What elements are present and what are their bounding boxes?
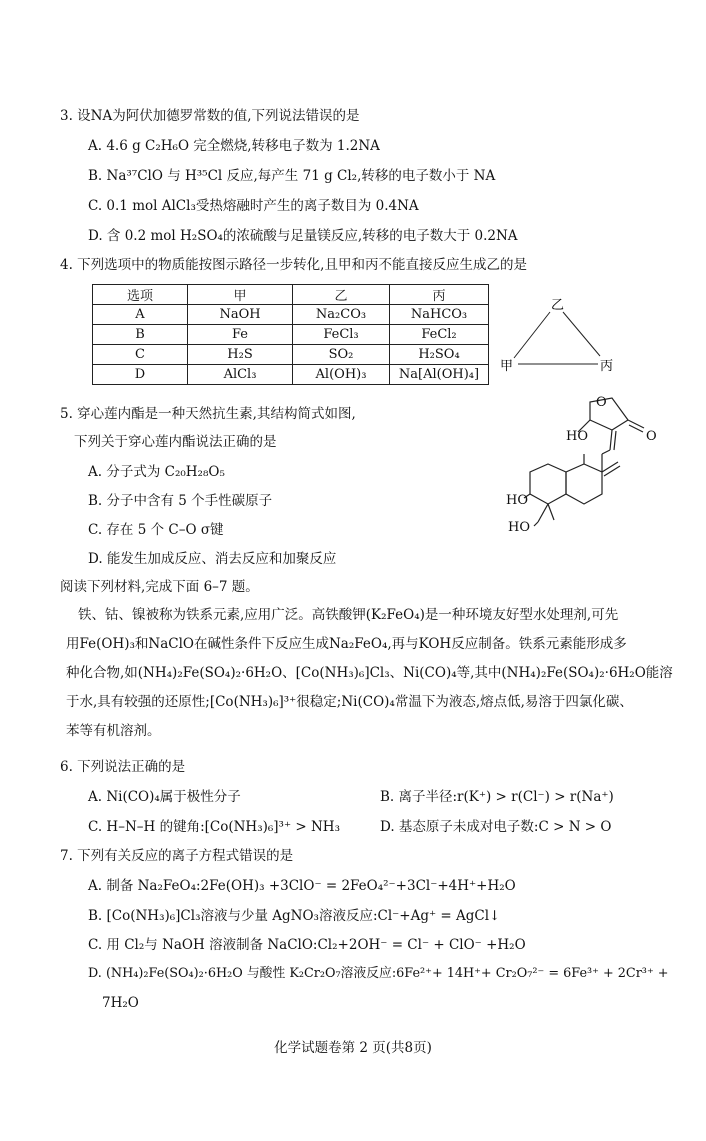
reading-intro: 阅读下列材料,完成下面 6–7 题。 [60,579,259,595]
conversion-triangle-diagram [500,292,630,382]
table-cell: Al(OH)₃ [293,365,390,385]
structure-label: HO [566,429,588,444]
diagram-label-right: 丙 [600,359,614,374]
reading-line: 用Fe(OH)₃和NaClO在碱性条件下反应生成Na₂FeO₄,再与KOH反应制备。铁系元素能形成多 [66,636,627,652]
table-cell: FeCl₃ [293,325,390,345]
q6-stem: 6. 下列说法正确的是 [60,759,186,775]
q6-option-a: A. Ni(CO)₄属于极性分子 [88,789,241,805]
table-row [93,325,489,345]
structure-label: HO [506,493,528,508]
q7-option-d-cont: 7H₂O [102,995,139,1011]
q3-option-c: C. 0.1 mol AlCl₃受热熔融时产生的离子数目为 0.4NA [88,198,419,214]
table-header-cell: 丙 [390,285,489,305]
q7-option-b: B. [Co(NH₃)₆]Cl₃溶液与少量 AgNO₃溶液反应:Cl⁻+Ag⁺ = AgCl↓ [88,908,501,924]
table-row [93,305,489,325]
table-cell: A [93,305,188,325]
reading-line: 苯等有机溶剂。 [66,723,161,739]
q7-option-d: D. (NH₄)₂Fe(SO₄)₂·6H₂O 与酸性 K₂Cr₂O₇溶液反应:6Fe²⁺+ 14H⁺+ Cr₂O₇²⁻ = 6Fe³⁺ + 2Cr³⁺ + [88,966,669,981]
structure-label: HO [508,520,530,535]
q5-stem: 5. 穿心莲内酯是一种天然抗生素,其结构简式如图, [60,406,356,422]
table-header-cell: 选项 [93,285,188,305]
structure-label: O [596,395,607,410]
table-cell: Na₂CO₃ [293,305,390,325]
diagram-label-left: 甲 [500,359,514,374]
table-row [93,365,489,385]
table-cell: SO₂ [293,345,390,365]
table-cell: B [93,325,188,345]
q5-option-a: A. 分子式为 C₂₀H₂₈O₅ [88,464,225,480]
table-row [93,345,489,365]
table-cell: Na[Al(OH)₄] [390,365,489,385]
diagram-label-top: 乙 [551,298,565,313]
table-cell: FeCl₂ [390,325,489,345]
structural-formula [506,392,674,540]
q7-option-c: C. 用 Cl₂与 NaOH 溶液制备 NaClO:Cl₂+2OH⁻ = Cl⁻ + ClO⁻ +H₂O [88,937,526,953]
q5-option-d: D. 能发生加成反应、消去反应和加聚反应 [88,551,337,567]
q3-option-d: D. 含 0.2 mol H₂SO₄的浓硫酸与足量镁反应,转移的电子数大于 0.2NA [88,228,518,244]
table-cell: NaOH [188,305,293,325]
structure-label: O [646,429,657,444]
q5-option-c: C. 存在 5 个 C–O σ键 [88,522,224,538]
table-cell: H₂S [188,345,293,365]
q3-stem: 3. 设NA为阿伏加德罗常数的值,下列说法错误的是 [60,108,360,124]
table-cell: H₂SO₄ [390,345,489,365]
q3-option-a: A. 4.6 g C₂H₆O 完全燃烧,转移电子数为 1.2NA [88,138,380,154]
q4-options-table [92,284,489,385]
reading-line: 铁、钴、镍被称为铁系元素,应用广泛。高铁酸钾(K₂FeO₄)是一种环境友好型水处理剂,可先 [78,607,619,623]
table-cell: D [93,365,188,385]
q6-option-c: C. H–N–H 的键角:[Co(NH₃)₆]³⁺ > NH₃ [88,819,340,835]
q4-stem: 4. 下列选项中的物质能按图示路径一步转化,且甲和丙不能直接反应生成乙的是 [60,257,527,273]
table-header-cell: 乙 [293,285,390,305]
table-cell: NaHCO₃ [390,305,489,325]
page-footer: 化学试题卷第 2 页(共8页) [274,1040,432,1056]
q5-stem-2: 下列关于穿心莲内酯说法正确的是 [74,434,277,450]
table-cell: AlCl₃ [188,365,293,385]
reading-line: 于水,具有较强的还原性;[Co(NH₃)₆]³⁺很稳定;Ni(CO)₄常温下为液态,熔点低,易溶于四氯化碳、 [66,694,633,710]
table-header-cell: 甲 [188,285,293,305]
table-cell: C [93,345,188,365]
table-header-row [93,285,489,305]
q7-stem: 7. 下列有关反应的离子方程式错误的是 [60,848,294,864]
table-cell: Fe [188,325,293,345]
q6-option-d: D. 基态原子未成对电子数:C > N > O [380,819,612,835]
reading-line: 种化合物,如(NH₄)₂Fe(SO₄)₂·6H₂O、[Co(NH₃)₆]Cl₃、Ni(CO)₄等,其中(NH₄)₂Fe(SO₄)₂·6H₂O能溶 [66,665,673,681]
q5-option-b: B. 分子中含有 5 个手性碳原子 [88,493,273,509]
q6-option-b: B. 离子半径:r(K⁺) > r(Cl⁻) > r(Na⁺) [380,789,614,805]
q7-option-a: A. 制备 Na₂FeO₄:2Fe(OH)₃ +3ClO⁻ = 2FeO₄²⁻+3Cl⁻+4H⁺+H₂O [88,878,516,894]
q3-option-b: B. Na³⁷ClO 与 H³⁵Cl 反应,每产生 71 g Cl₂,转移的电子数小于 NA [88,168,496,184]
